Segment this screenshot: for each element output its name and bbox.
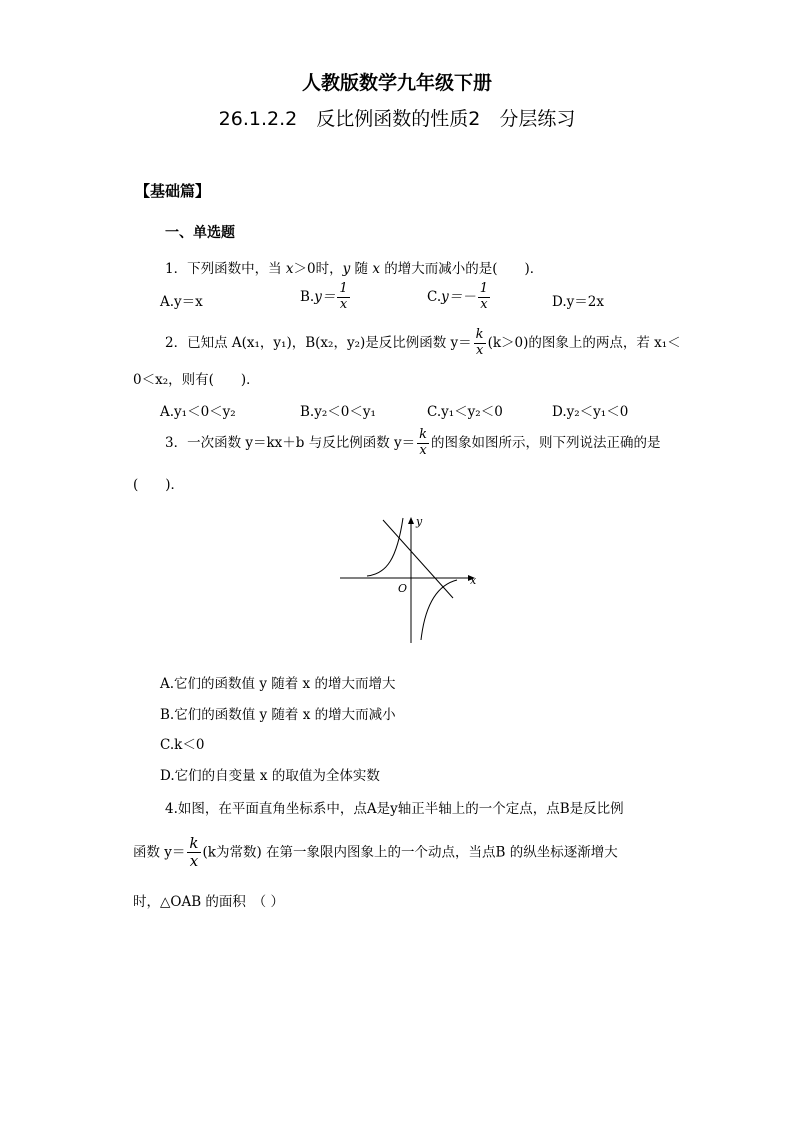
q1-option-b-lhs: y＝ — [314, 288, 336, 305]
q2-fraction-numerator: k — [475, 327, 484, 342]
document-subtitle: 26.1.2.2 反比例函数的性质2 分层练习 — [218, 108, 576, 130]
q1-stem-x: x — [372, 261, 380, 277]
part-heading: 一、单选题 — [165, 225, 235, 241]
q2-fraction — [474, 328, 486, 359]
q2-option-d: D.y₂＜y₁＜0 — [552, 404, 629, 420]
q2-option-a: A.y₁＜0＜y₂ — [160, 404, 236, 420]
q3-option-d: D.它们的自变量 x 的取值为全体实数 — [160, 768, 380, 784]
q2-stem-line1 — [165, 328, 681, 359]
q3-fraction-denominator: x — [419, 442, 427, 458]
q4-stem-line1: 4.如图，在平面直角坐标系中，点A是y轴正半轴上的一个定点，点B是反比例 — [165, 801, 624, 817]
q1-stem-text-a: 1．下列函数中，当 — [165, 261, 286, 277]
q1-option-c-numerator: 1 — [479, 281, 489, 296]
q3-option-c: C.k＜0 — [160, 737, 205, 753]
q3-stem-text-b: 的图象如图所示，则下列说法正确的是 — [431, 434, 661, 451]
q1-option-b-fraction — [337, 282, 349, 313]
q1-option-b — [300, 282, 352, 313]
q1-stem — [165, 257, 543, 277]
q2-fraction-denominator: x — [475, 342, 484, 358]
q2-option-c: C.y₁＜y₂＜0 — [427, 404, 503, 420]
q4-stem-line2 — [133, 835, 618, 871]
q3-option-a: A.它们的函数值 y 随着 x 的增大而增大 — [160, 676, 396, 692]
q3-fraction-numerator: k — [419, 427, 428, 442]
section-heading: 【基础篇】 — [135, 182, 211, 200]
q3-graph-figure — [335, 510, 485, 650]
q4-fraction-denominator: x — [189, 852, 199, 871]
q2-option-b: B.y₂＜0＜y₁ — [300, 404, 376, 420]
hyperbola-branch-right — [421, 580, 457, 640]
q1-stem-var: x — [285, 261, 294, 277]
document-title: 人教版数学九年级下册 — [301, 72, 492, 94]
q3-fraction — [417, 428, 429, 459]
q1-stem-text-c: 随 — [350, 261, 373, 277]
q2-stem-text-b: (k＞0)的图象上的两点，若 x₁＜ — [487, 334, 681, 351]
q1-option-c-lhs: y＝－ — [441, 288, 476, 305]
q4-stem-line3: 时，△OAB 的面积 （ ） — [133, 894, 284, 910]
q2-stem-line2: 0＜x₂，则有( )． — [133, 372, 260, 388]
origin-label: O — [398, 582, 408, 595]
linear-function-line — [383, 520, 453, 598]
q3-stem-line2: ( )． — [133, 477, 185, 493]
hyperbola-branch-left — [367, 518, 403, 576]
q3-stem-text-a: 3．一次函数 y＝kx＋b 与反比例函数 y＝ — [165, 434, 416, 451]
q4-fraction-numerator: k — [189, 834, 199, 852]
q4-fraction — [187, 835, 200, 871]
q1-option-c-prefix: C. — [427, 288, 442, 305]
y-axis-arrow-icon — [408, 517, 414, 524]
q1-option-c-denominator: x — [480, 296, 488, 312]
q1-option-b-denominator: x — [339, 296, 348, 312]
q1-option-a: A.y＝x — [160, 294, 203, 310]
q2-stem-text-a: 2．已知点 A(x₁，y₁)，B(x₂，y₂)是反比例函数 y＝ — [165, 334, 472, 351]
x-axis-label: x — [470, 574, 477, 587]
q4-stem-text-post: (k为常数) 在第一象限内图象上的一个动点，当点B 的纵坐标逐渐增大 — [202, 844, 618, 861]
q4-stem-text-pre: 函数 y＝ — [133, 844, 186, 861]
q1-option-c — [427, 282, 492, 313]
q1-stem-y: y — [342, 261, 351, 277]
q3-option-b: B.它们的函数值 y 随着 x 的增大而减小 — [160, 707, 396, 723]
y-axis-label: y — [416, 515, 423, 528]
q1-option-d: D.y＝2x — [552, 294, 604, 310]
q1-stem-text-d: 的增大而减小的是( )． — [379, 261, 544, 277]
q1-option-b-prefix: B. — [300, 288, 315, 305]
q1-option-c-fraction — [478, 282, 490, 313]
q1-option-b-numerator: 1 — [339, 281, 348, 296]
q3-stem-line1 — [165, 428, 661, 459]
q1-stem-text-b: ＞0时， — [293, 261, 343, 277]
